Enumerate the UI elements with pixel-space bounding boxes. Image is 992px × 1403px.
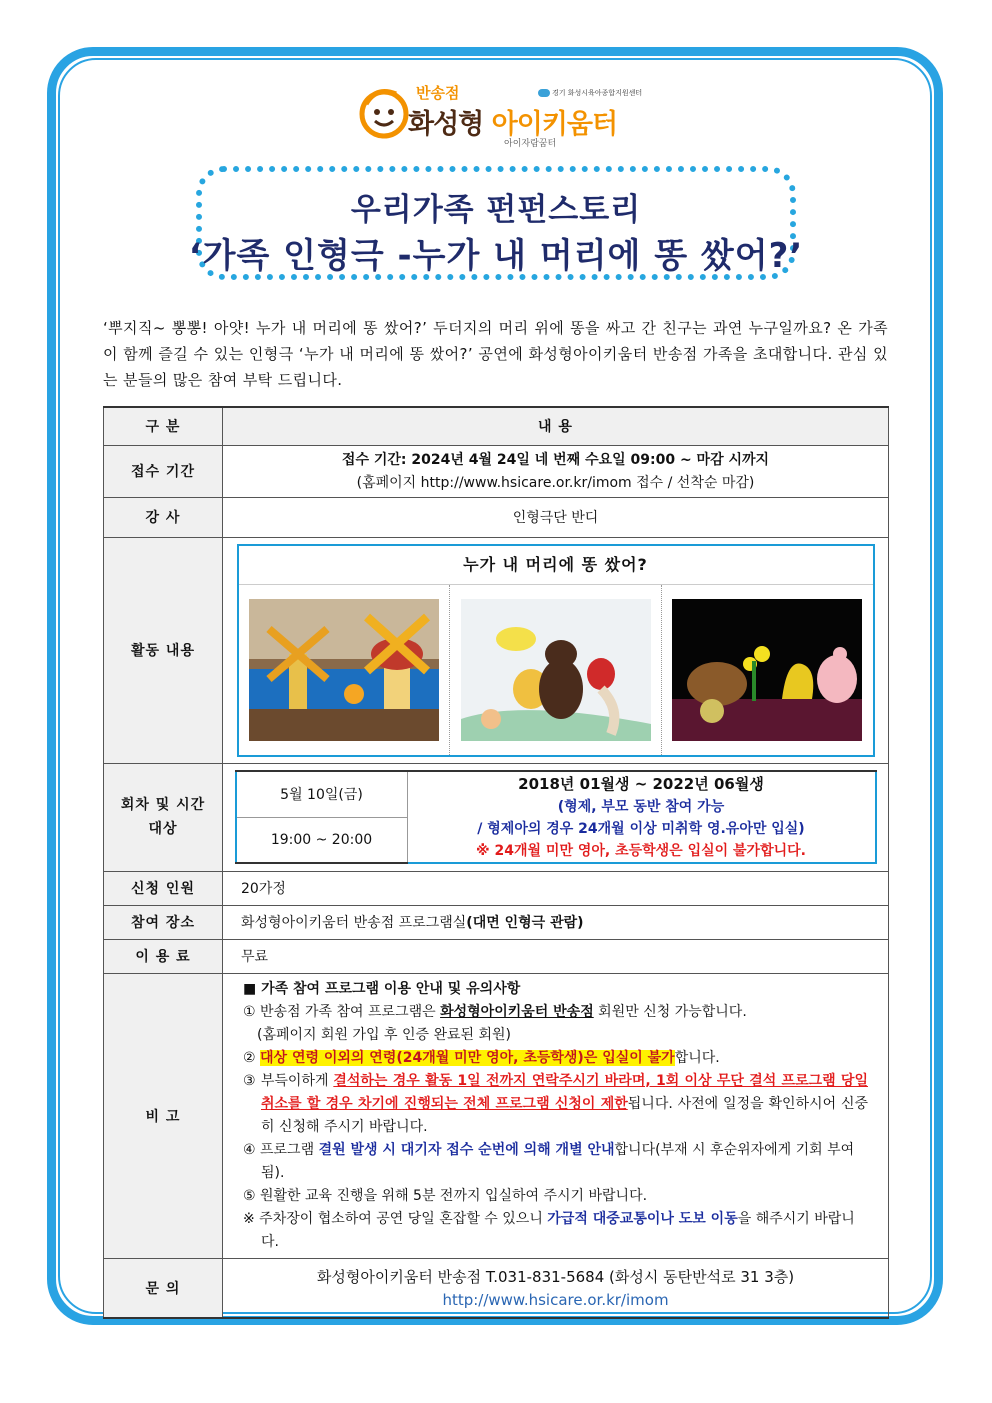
fee-label: 이 용 료 — [104, 939, 223, 973]
photo-cell — [662, 585, 873, 755]
info-table — [103, 406, 889, 1319]
page-title-line2: ‘가족 인형극 -누가 내 머리에 똥 쌌어?’ — [188, 236, 804, 276]
photo-cell — [450, 585, 662, 755]
intro-paragraph: ‘뿌지직~ 뽕뽕! 아얏! 누가 내 머리에 똥 쌌어?’ 두더지의 머리 위에 똥을 싸고 간 친구는 과연 누구일까요? 온 가족이 함께 즐길 수 있는 인형극 ‘누가 내 머리에 똥 쌌어?’ 공연에 화성형아이키움터 반송점 가족을 초대합니다. 관심 있는 분들의 많은 참여 부탁 드립니다. — [103, 319, 888, 389]
activity-label: 활동 내용 — [104, 537, 223, 763]
remarks-content — [223, 973, 889, 1258]
remarks-row — [104, 973, 889, 1258]
child-face-icon — [356, 84, 412, 140]
reception-method: (홈페이지 http://www.hsicare.or.kr/imom 접수 / 선착순 마감) — [356, 475, 755, 491]
note-5: ⑤ 원활한 교육 진행을 위해 5분 전까지 입실하여 주시기 바랍니다. — [243, 1187, 648, 1204]
activity-row — [104, 537, 889, 763]
note-2: ② 대상 연령 이외의 연령(24개월 미만 영아, 초등학생)은 입실이 불가합니다. — [243, 1049, 720, 1066]
remarks-heading: ■ 가족 참여 프로그램 이용 안내 및 유의사항 — [243, 980, 521, 997]
contact-content — [223, 1258, 889, 1318]
header-content: 내 용 — [223, 407, 889, 445]
reception-label: 접수 기간 — [104, 445, 223, 497]
fee-value: 무료 — [223, 939, 889, 973]
photo-strip — [239, 585, 873, 755]
activity-content — [223, 537, 889, 763]
venue-label: 참여 장소 — [104, 905, 223, 939]
instructor-label: 강 사 — [104, 497, 223, 537]
org-icon — [538, 89, 550, 97]
reception-period: 접수 기간: 2024년 4월 24일 네 번째 수요일 09:00 ~ 마감 시까지 — [341, 452, 770, 468]
instructor-row — [104, 497, 889, 537]
page-title-line1: 우리가족 펀펀스토리 — [350, 192, 642, 228]
note-6: ※ 주차장이 협소하여 공연 당일 혼잡할 수 있으니 가급적 대중교통이나 도보 이동을 해주시기 바랍니다. — [243, 1210, 855, 1250]
photo-title: 누가 내 머리에 똥 쌌어? — [239, 546, 873, 585]
logo-branch: 반송점 — [416, 84, 460, 102]
contact-label: 문 의 — [104, 1258, 223, 1318]
applicants-row — [104, 871, 889, 905]
photo-cell — [239, 585, 451, 755]
poop-puppets-photo — [672, 599, 862, 741]
table-header-row — [104, 407, 889, 445]
schedule-target — [407, 771, 876, 863]
note-1: ① 반송점 가족 참여 프로그램은 화성형아이키움터 반송점 회원만 신청 가능합니다. — [243, 1003, 747, 1020]
fee-row — [104, 939, 889, 973]
logo-subtitle: 아이자람꿈터 — [504, 139, 557, 149]
puppets-photo — [461, 599, 651, 741]
logo-name: 화성형 아이키움터 — [408, 109, 618, 140]
applicants-label: 신청 인원 — [104, 871, 223, 905]
applicants-value: 20가정 — [223, 871, 889, 905]
header-label: 구 분 — [104, 407, 223, 445]
note-1-sub: (홈페이지 회원 가입 후 인증 완료된 회원) — [257, 1026, 512, 1043]
photo-frame — [237, 544, 875, 757]
schedule-table — [235, 770, 877, 864]
schedule-row — [104, 763, 889, 871]
logo-org: 경기 화성시육아종합지원센터 — [538, 88, 642, 98]
venue-value: 화성형아이키움터 반송점 프로그램실(대면 인형극 관람) — [223, 905, 889, 939]
venue-row — [104, 905, 889, 939]
note-4: ④ 프로그램 결원 발생 시 대기자 접수 순번에 의해 개별 안내합니다(부재 시 후순위자에게 기회 부여됨). — [243, 1141, 855, 1181]
windmill-stage-photo — [249, 599, 439, 741]
target-warning: ※ 24개월 미만 영아, 초등학생은 입실이 불가합니다. — [476, 843, 806, 859]
contact-link[interactable]: http://www.hsicare.or.kr/imom — [442, 1290, 669, 1309]
reception-row — [104, 445, 889, 497]
target-birth-range: 2018년 01월생 ~ 2022년 06월생 — [518, 775, 764, 793]
logo — [352, 80, 642, 150]
schedule-content — [223, 763, 889, 871]
schedule-time: 19:00 ~ 20:00 — [236, 817, 408, 863]
schedule-label: 회차 및 시간 대상 — [104, 763, 223, 871]
instructor-value: 인형극단 반디 — [223, 497, 889, 537]
remarks-label: 비 고 — [104, 973, 223, 1258]
contact-row — [104, 1258, 889, 1318]
target-note2: / 형제아의 경우 24개월 이상 미취학 영.유아만 입실) — [477, 821, 805, 837]
reception-content — [223, 445, 889, 497]
schedule-date: 5월 10일(금) — [236, 771, 408, 817]
note-3: ③ 부득이하게 결석하는 경우 활동 1일 전까지 연락주시기 바라며, 1회 이상 무단 결석 프로그램 당일 취소를 할 경우 차기에 진행되는 전체 프로그램 신청이 제한됩니다. 사전에 일정을 확인하시어 신중히 신청해 주시기 바랍니다. — [243, 1072, 868, 1135]
contact-info: 화성형아이키움터 반송점 T.031-831-5684 (화성시 동탄반석로 31 3층) — [316, 1267, 795, 1286]
target-note1: (형제, 부모 동반 참여 가능 — [557, 799, 725, 815]
